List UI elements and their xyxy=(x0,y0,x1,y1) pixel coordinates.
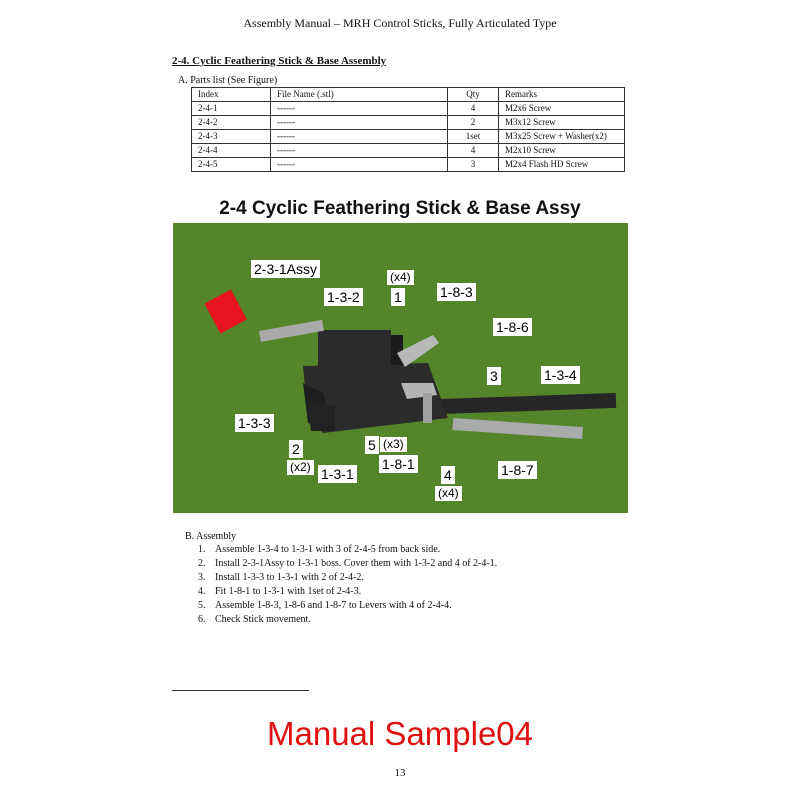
column-header-remarks: Remarks xyxy=(499,88,625,102)
list-item xyxy=(198,571,497,585)
step-text: Check Stick movement. xyxy=(215,614,311,625)
cell-remarks: M3x12 Screw xyxy=(499,116,625,130)
step-text: Fit 1-8-1 to 1-3-1 with 1set of 2-4-3. xyxy=(215,586,362,597)
cell-file: ------ xyxy=(271,116,448,130)
table-row xyxy=(192,116,625,130)
cell-index: 2-4-1 xyxy=(192,102,271,116)
cell-remarks: M3x25 Screw + Washer(x2) xyxy=(499,130,625,144)
label-2: 2 xyxy=(289,440,303,458)
footnote-divider xyxy=(172,690,309,691)
step-text: Assemble 1-3-4 to 1-3-1 with 3 of 2-4-5 from back side. xyxy=(215,544,441,555)
section-title: 2-4. Cyclic Feathering Stick & Base Assembly xyxy=(172,55,387,67)
step-number: 6. xyxy=(198,614,206,625)
step-text: Install 1-3-3 to 1-3-1 with 2 of 2-4-2. xyxy=(215,572,364,583)
assembly-label: B. Assembly xyxy=(185,531,237,542)
label-1-8-1: 1-8-1 xyxy=(379,455,418,473)
table-row xyxy=(192,102,625,116)
cell-file: ------ xyxy=(271,144,448,158)
table-row xyxy=(192,130,625,144)
page-header: Assembly Manual – MRH Control Sticks, Fully Articulated Type xyxy=(243,16,557,30)
label-2-qty-x2: (x2) xyxy=(287,460,314,475)
cell-qty: 2 xyxy=(448,116,499,130)
label-3: 3 xyxy=(487,367,501,385)
step-number: 1. xyxy=(198,544,206,555)
table-header-row xyxy=(192,88,625,102)
page-number: 13 xyxy=(394,767,406,779)
list-item xyxy=(198,557,498,571)
label-5-qty-x3: (x3) xyxy=(380,437,407,452)
label-1-8-7: 1-8-7 xyxy=(498,461,537,479)
table-row xyxy=(192,144,625,158)
label-2-3-1-assy: 2-3-1Assy xyxy=(251,260,320,278)
cell-file: ------ xyxy=(271,130,448,144)
sample-watermark-text: Manual Sample04 xyxy=(267,715,533,752)
parts-table xyxy=(191,87,625,172)
label-1-3-1: 1-3-1 xyxy=(318,465,357,483)
cell-qty: 4 xyxy=(448,102,499,116)
column-header-index: Index xyxy=(192,88,271,102)
list-item xyxy=(198,543,497,557)
list-item xyxy=(198,613,497,627)
label-4: 4 xyxy=(441,466,455,484)
label-1-3-4: 1-3-4 xyxy=(541,366,580,384)
table-row xyxy=(192,158,625,172)
cell-qty: 4 xyxy=(448,144,499,158)
list-item xyxy=(198,585,497,599)
step-number: 2. xyxy=(198,558,206,569)
cell-file: ------ xyxy=(271,158,448,172)
label-1-8-3: 1-8-3 xyxy=(437,283,476,301)
label-5: 5 xyxy=(365,436,379,454)
list-item xyxy=(198,599,497,613)
cell-qty: 1set xyxy=(448,130,499,144)
assembly-steps xyxy=(198,543,498,627)
label-4-qty-x4: (x4) xyxy=(435,486,462,501)
cell-index: 2-4-2 xyxy=(192,116,271,130)
label-1: 1 xyxy=(391,288,405,306)
cell-remarks: M2x10 Screw xyxy=(499,144,625,158)
label-1-qty-x4: (x4) xyxy=(387,270,414,285)
step-text: Assemble 1-8-3, 1-8-6 and 1-8-7 to Levers with 4 of 2-4-4. xyxy=(215,600,452,611)
column-header-qty: Qty xyxy=(448,88,499,102)
label-1-8-6: 1-8-6 xyxy=(493,318,532,336)
cell-index: 2-4-3 xyxy=(192,130,271,144)
cell-remarks: M2x6 Screw xyxy=(499,102,625,116)
parts-list-label: A. Parts list (See Figure) xyxy=(178,75,278,86)
step-number: 5. xyxy=(198,600,206,611)
label-1-3-3: 1-3-3 xyxy=(235,414,274,432)
cell-file: ------ xyxy=(271,102,448,116)
figure-title: 2-4 Cyclic Feathering Stick & Base Assy xyxy=(219,198,581,219)
cell-index: 2-4-4 xyxy=(192,144,271,158)
step-number: 3. xyxy=(198,572,206,583)
column-header-file-name: File Name (.stl) xyxy=(271,88,448,102)
cell-remarks: M2x4 Flash HD Screw xyxy=(499,158,625,172)
label-1-3-2: 1-3-2 xyxy=(324,288,363,306)
cell-index: 2-4-5 xyxy=(192,158,271,172)
cell-qty: 3 xyxy=(448,158,499,172)
step-number: 4. xyxy=(198,586,206,597)
step-text: Install 2-3-1Assy to 1-3-1 boss. Cover them with 1-3-2 and 4 of 2-4-1. xyxy=(215,558,498,569)
